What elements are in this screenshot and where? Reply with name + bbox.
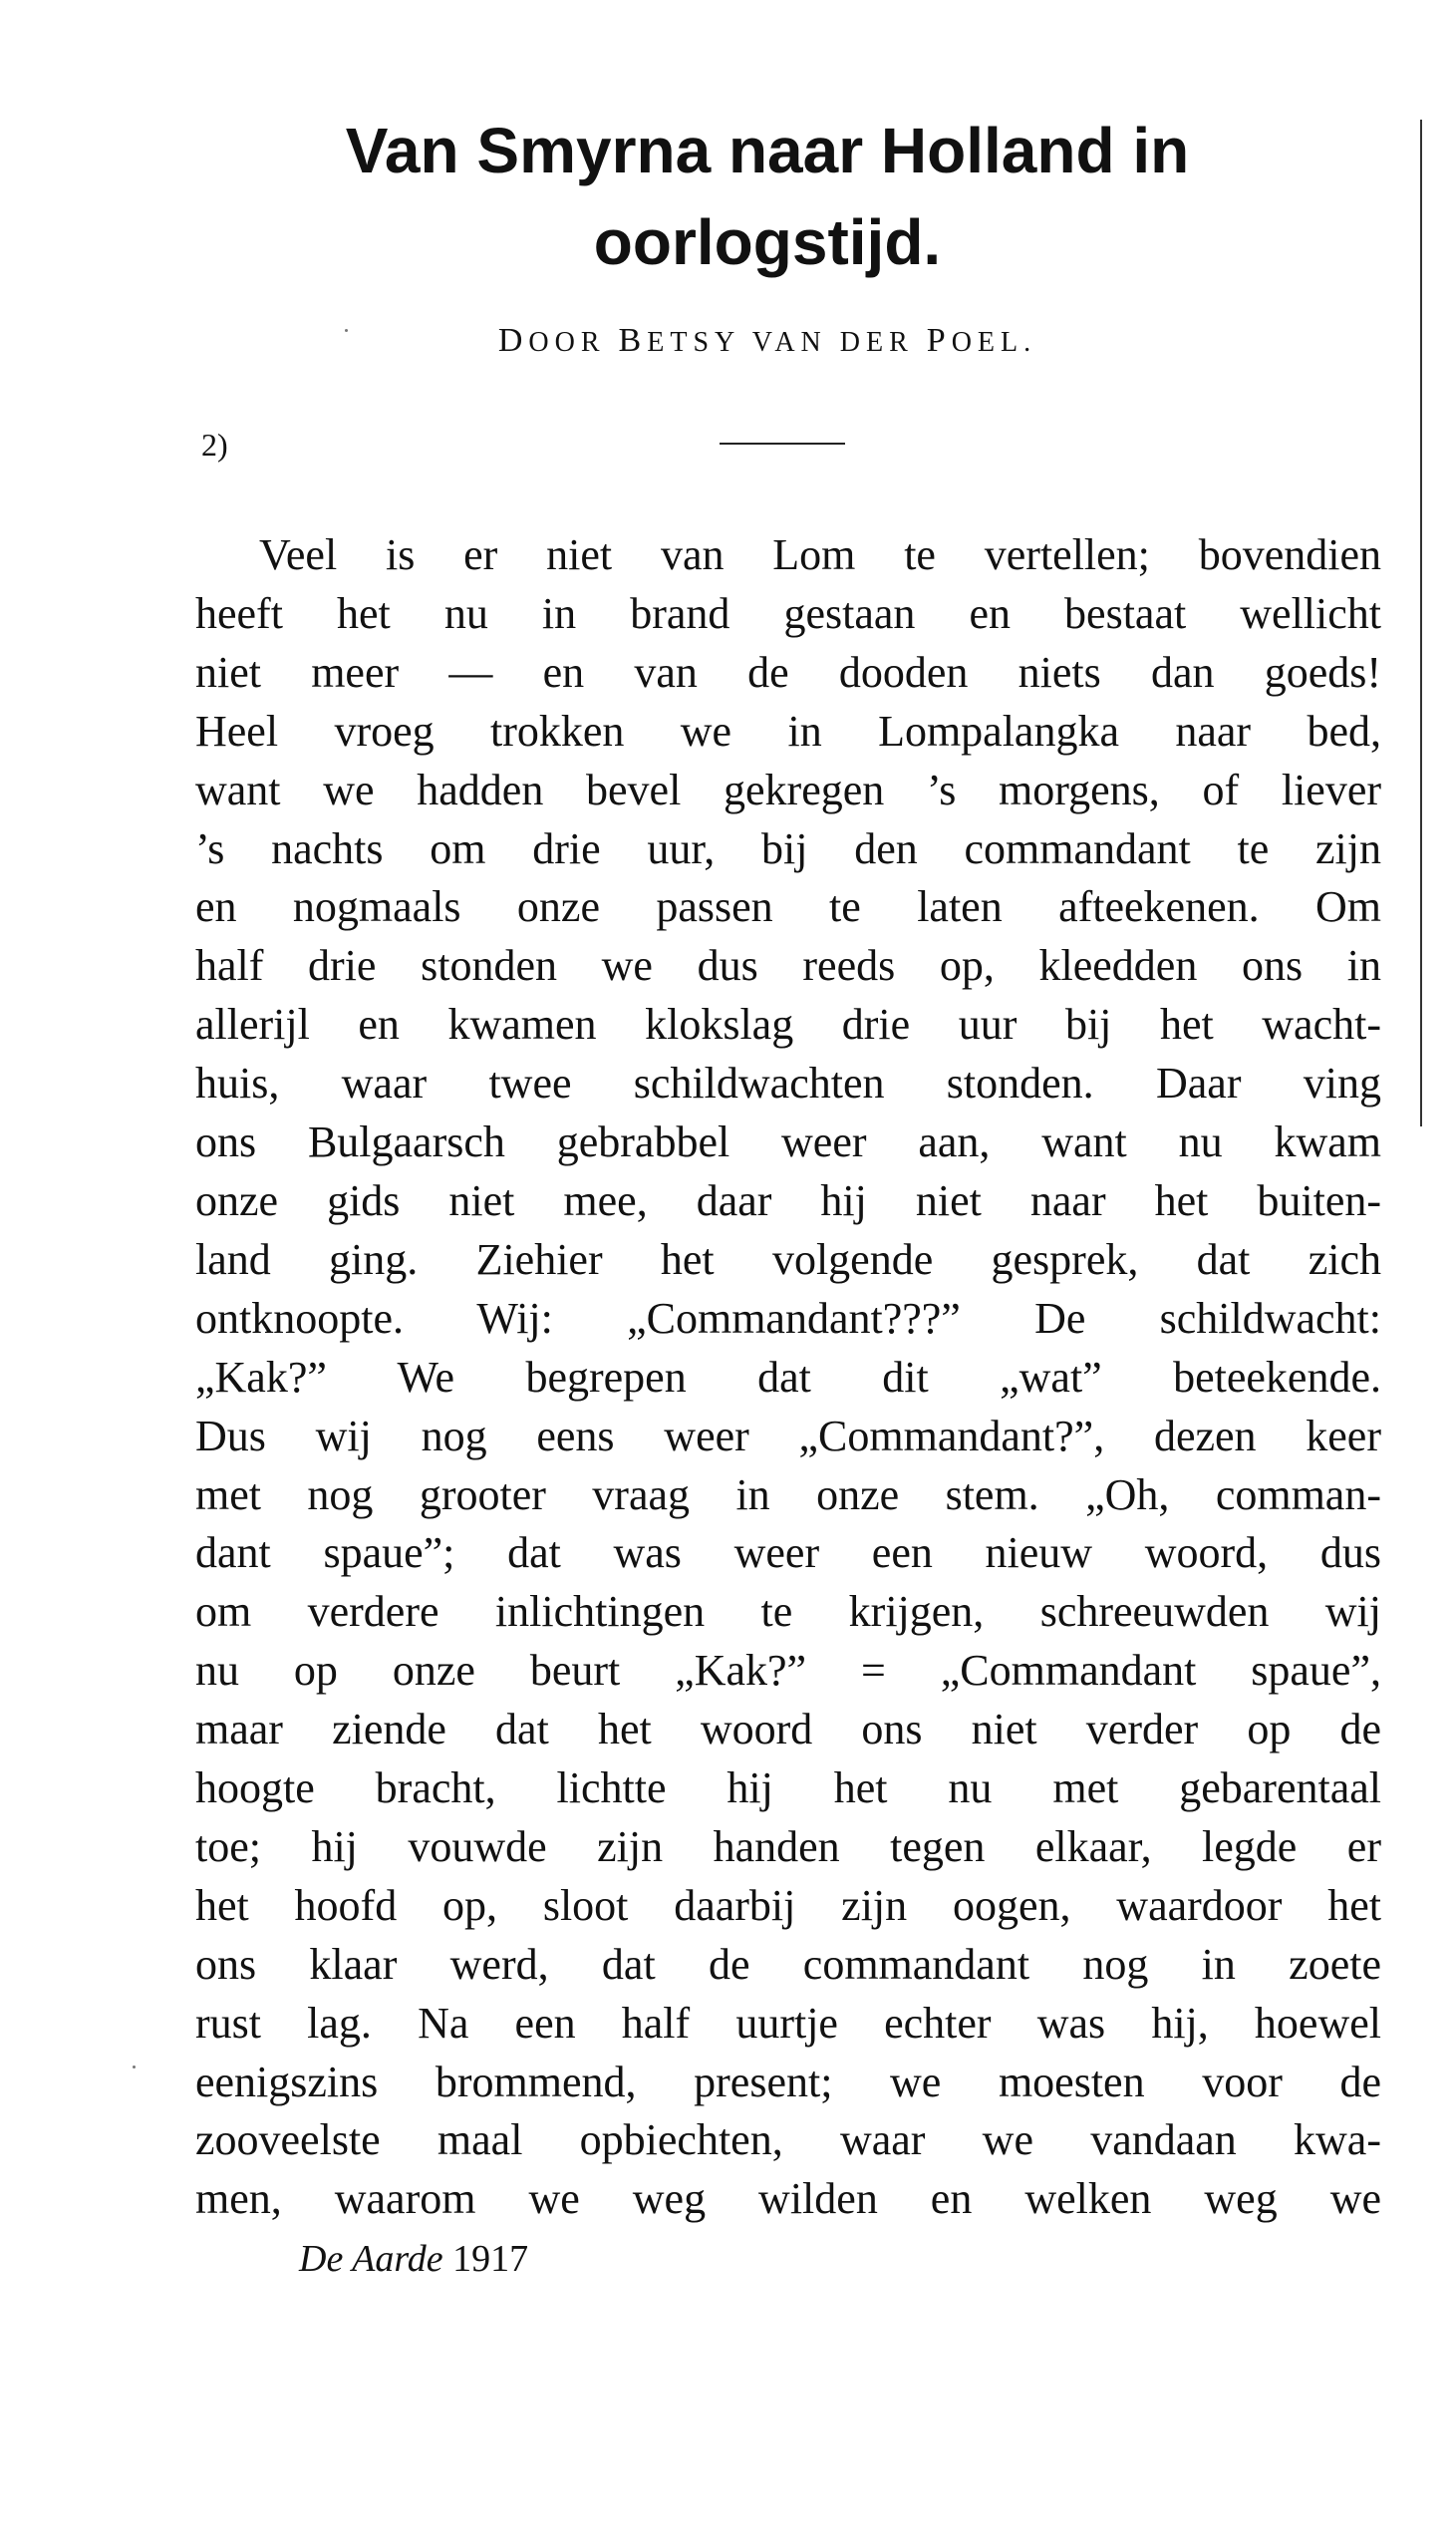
- body-line: om verdere inlichtingen te krijgen, schreeuwden wij: [195, 1587, 1381, 1637]
- scan-speck: [345, 329, 348, 332]
- title-line-1: Van Smyrna naar Holland in: [345, 115, 1190, 186]
- body-line: het hoofd op, sloot daarbij zijn oogen, waardoor het: [195, 1880, 1381, 1930]
- author-byline: [199, 321, 1335, 363]
- body-line: met nog grooter vraag in onze stem. „Oh, comman-: [195, 1469, 1381, 1519]
- body-line: Veel is er niet van Lom te vertellen; bovendien: [259, 530, 1381, 579]
- scan-speck: [133, 2066, 136, 2068]
- journal-year: 1917: [452, 2238, 529, 2280]
- journal-name: De Aarde: [299, 2238, 443, 2280]
- body-line: huis, waar twee schildwachten stonden. Daar ving: [195, 1059, 1381, 1109]
- footnote-marker: 2): [201, 427, 228, 463]
- author-last-initial: P: [926, 322, 952, 359]
- body-line: ontknoopte. Wij: „Commandant???” De schildwacht:: [195, 1293, 1381, 1343]
- body-line: men, waarom we weg wilden en welken weg we: [195, 2174, 1381, 2224]
- page-edge-rule: [1420, 120, 1422, 1126]
- section-divider: [720, 443, 845, 445]
- author-first-initial: B: [618, 322, 648, 359]
- body-line: „Kak?” We begrepen dat dit „wat” beteekende.: [195, 1352, 1381, 1402]
- page-footer: [299, 2235, 528, 2283]
- body-line: zooveelste maal opbiechten, waar we vandaan kwa-: [195, 2115, 1381, 2165]
- body-line: ons klaar werd, dat de commandant nog in zoete: [195, 1939, 1381, 1989]
- body-line: ’s nachts om drie uur, bij den commandant te zijn: [195, 823, 1381, 873]
- body-line: niet meer — en van de dooden niets dan goeds!: [195, 647, 1381, 697]
- body-line: allerijl en kwamen klokslag drie uur bij het wacht-: [195, 1000, 1381, 1050]
- body-line: toe; hij vouwde zijn handen tegen elkaar, legde er: [195, 1821, 1381, 1871]
- body-line: rust lag. Na een half uurtje echter was hij, hoewel: [195, 1998, 1381, 2048]
- body-line: half drie stonden we dus reeds op, kleedden ons in: [195, 941, 1381, 991]
- body-line: dant spaue”; dat was weer een nieuw woord, dus: [195, 1528, 1381, 1578]
- body-line: nu op onze beurt „Kak?” = „Commandant spaue”,: [195, 1646, 1381, 1696]
- body-line: ons Bulgaarsch gebrabbel weer aan, want nu kwam: [195, 1117, 1381, 1167]
- author-prefix-initial: D: [497, 322, 529, 359]
- body-line: want we hadden bevel gekregen ’s morgens, of liever: [195, 765, 1381, 814]
- body-line: land ging. Ziehier het volgende gesprek, dat zich: [195, 1234, 1381, 1284]
- body-line: onze gids niet mee, daar hij niet naar het buiten-: [195, 1175, 1381, 1225]
- body-line: heeft het nu in brand gestaan en bestaat wellicht: [195, 588, 1381, 638]
- title-line-2: oorlogstijd.: [593, 206, 942, 278]
- article-title: [199, 105, 1335, 288]
- body-line: Dus wij nog eens weer „Commandant?”, dezen keer: [195, 1411, 1381, 1460]
- author-first-rest: ETSY: [647, 327, 740, 358]
- body-line: en nogmaals onze passen te laten afteekenen. Om: [195, 882, 1381, 932]
- author-last-rest: OEL.: [951, 327, 1037, 358]
- author-prefix-rest: OOR: [528, 327, 606, 358]
- body-line: Heel vroeg trokken we in Lompalangka naar bed,: [195, 706, 1381, 756]
- body-line: maar ziende dat het woord ons niet verder op de: [195, 1705, 1381, 1754]
- body-line: hoogte bracht, lichtte hij het nu met gebarentaal: [195, 1763, 1381, 1813]
- article-body: [195, 526, 1381, 2229]
- body-line: eenigszins brommend, present; we moesten voor de: [195, 2057, 1381, 2106]
- author-middle: VAN DER: [751, 327, 914, 358]
